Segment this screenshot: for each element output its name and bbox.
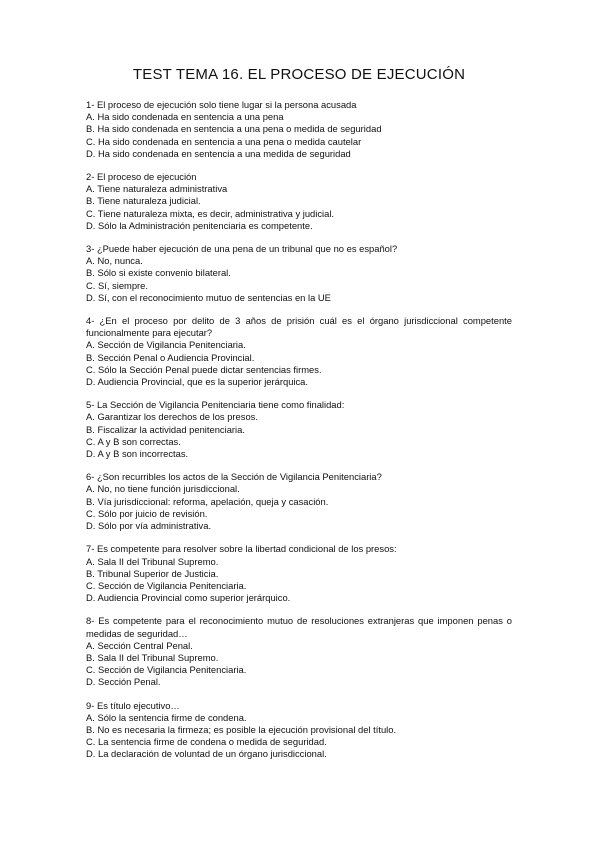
question-9 bbox=[86, 700, 512, 761]
answer-option-a: A. Sala II del Tribunal Supremo. bbox=[86, 555, 219, 567]
answer-option-b: B. Tiene naturaleza judicial. bbox=[86, 195, 201, 207]
answer-option-b: B. Ha sido condenada en sentencia a una pena o medida de seguridad bbox=[86, 123, 382, 135]
answer-option-c: C. Sección de Vigilancia Penitenciaria. bbox=[86, 664, 247, 676]
question-7 bbox=[86, 543, 512, 604]
answer-option-d: D. Sólo la Administración penitenciaria es competente. bbox=[86, 219, 313, 231]
question-text: 2- El proceso de ejecución bbox=[86, 171, 197, 183]
answer-options bbox=[86, 411, 512, 460]
question-text: 9- Es título ejecutivo… bbox=[86, 699, 180, 711]
answer-options bbox=[86, 339, 512, 388]
answer-option-c: C. Sección de Vigilancia Penitenciaria. bbox=[86, 579, 247, 591]
answer-option-c: C. Sólo por juicio de revisión. bbox=[86, 507, 208, 519]
answer-option-a: A. Garantizar los derechos de los presos. bbox=[86, 411, 258, 423]
question-text: 6- ¿Son recurribles los actos de la Sección de Vigilancia Penitenciaria? bbox=[86, 471, 382, 483]
answer-option-c: C. Tiene naturaleza mixta, es decir, administrativa y judicial. bbox=[86, 207, 335, 219]
question-5 bbox=[86, 399, 512, 460]
answer-option-d: D. Ha sido condenada en sentencia a una medida de seguridad bbox=[86, 147, 351, 159]
answer-options bbox=[86, 712, 512, 761]
answer-option-b: B. Sala II del Tribunal Supremo. bbox=[86, 651, 219, 663]
question-2 bbox=[86, 171, 512, 232]
answer-option-a: A. Sección Central Penal. bbox=[86, 639, 193, 651]
answer-option-b: B. No es necesaria la firmeza; es posible la ejecución provisional del título. bbox=[86, 723, 397, 735]
answer-option-c: C. A y B son correctas. bbox=[86, 435, 181, 447]
answer-option-d: D. A y B son incorrectas. bbox=[86, 448, 189, 460]
question-4 bbox=[86, 315, 512, 388]
answer-option-b: B. Tribunal Superior de Justicia. bbox=[86, 567, 219, 579]
question-text: 8- Es competente para el reconocimiento mutuo de resoluciones extranjeras que imponen penas o medidas de seguridad… bbox=[86, 615, 512, 639]
answer-option-c: C. Sí, siempre. bbox=[86, 279, 148, 291]
answer-options bbox=[86, 183, 512, 232]
answer-option-b: B. Sólo si existe convenio bilateral. bbox=[86, 267, 231, 279]
question-6 bbox=[86, 471, 512, 532]
answer-option-a: A. Tiene naturaleza administrativa bbox=[86, 183, 228, 195]
answer-options bbox=[86, 640, 512, 689]
answer-option-b: B. Sección Penal o Audiencia Provincial. bbox=[86, 351, 255, 363]
question-text: 1- El proceso de ejecución solo tiene lugar si la persona acusada bbox=[86, 99, 357, 110]
question-text: 4- ¿En el proceso por delito de 3 años de prisión cuál es el órgano jurisdiccional competente funcionalmente para ejecutar? bbox=[86, 315, 512, 339]
question-3 bbox=[86, 243, 512, 304]
question-text: 3- ¿Puede haber ejecución de una pena de un tribunal que no es español? bbox=[86, 243, 398, 255]
answer-option-b: B. Fiscalizar la actividad penitenciaria. bbox=[86, 423, 245, 435]
answer-option-d: D. La declaración de voluntad de un órgano jurisdiccional. bbox=[86, 748, 327, 760]
answer-option-d: D. Sección Penal. bbox=[86, 676, 161, 688]
answer-option-a: A. No, nunca. bbox=[86, 255, 143, 267]
question-1 bbox=[86, 99, 512, 160]
answer-options bbox=[86, 111, 512, 160]
answer-option-a: A. Ha sido condenada en sentencia a una pena bbox=[86, 111, 284, 123]
question-text: 5- La Sección de Vigilancia Penitenciaria tiene como finalidad: bbox=[86, 399, 345, 411]
answer-option-c: C. La sentencia firme de condena o medida de seguridad. bbox=[86, 736, 327, 748]
answer-option-b: B. Vía jurisdiccional: reforma, apelación, queja y casación. bbox=[86, 495, 329, 507]
answer-options bbox=[86, 255, 512, 304]
answer-option-a: A. No, no tiene función jurisdiccional. bbox=[86, 483, 240, 495]
answer-option-a: A. Sólo la sentencia firme de condena. bbox=[86, 711, 247, 723]
answer-option-c: C. Sólo la Sección Penal puede dictar sentencias firmes. bbox=[86, 363, 322, 375]
answer-option-d: D. Sí, con el reconocimiento mutuo de sentencias en la UE bbox=[86, 291, 331, 303]
question-text: 7- Es competente para resolver sobre la libertad condicional de los presos: bbox=[86, 543, 397, 555]
answer-option-c: C. Ha sido condenada en sentencia a una pena o medida cautelar bbox=[86, 135, 362, 147]
answer-option-a: A. Sección de Vigilancia Penitenciaria. bbox=[86, 339, 246, 351]
answer-option-d: D. Sólo por vía administrativa. bbox=[86, 520, 212, 532]
answer-options bbox=[86, 556, 512, 605]
question-8 bbox=[86, 615, 512, 688]
answer-option-d: D. Audiencia Provincial como superior jerárquico. bbox=[86, 592, 291, 604]
document-title: TEST TEMA 16. EL PROCESO DE EJECUCIÓN bbox=[132, 66, 466, 83]
answer-option-d: D. Audiencia Provincial, que es la superior jerárquica. bbox=[86, 376, 308, 388]
answer-options bbox=[86, 483, 512, 532]
